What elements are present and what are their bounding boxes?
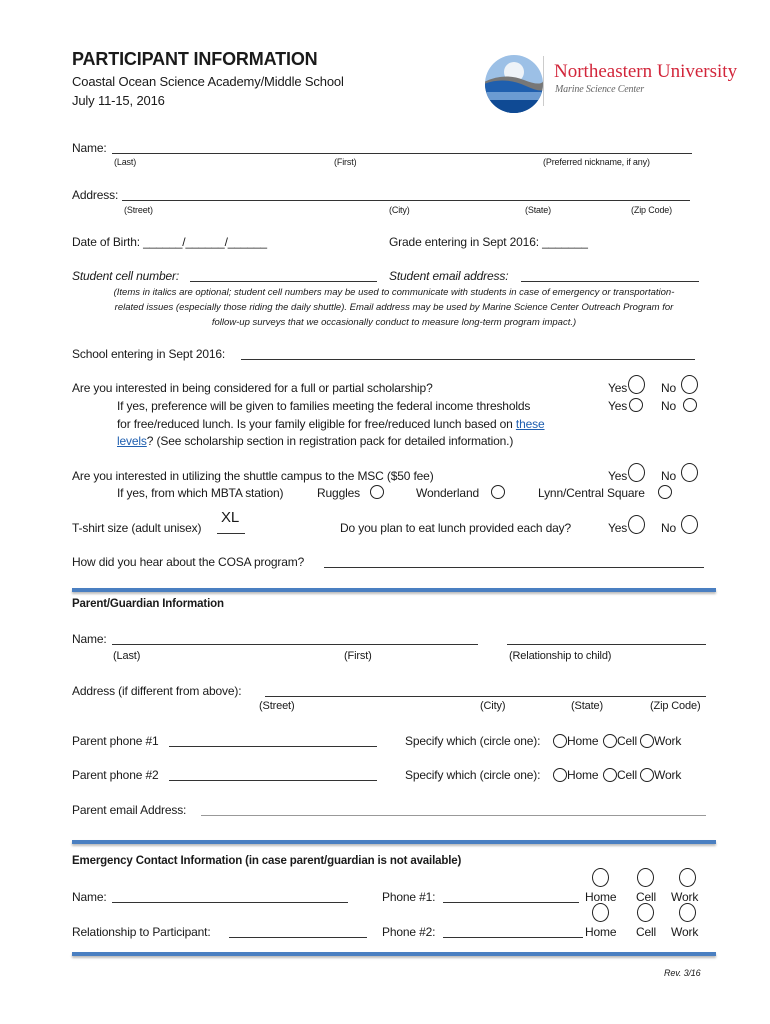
- levels-link[interactable]: levels: [117, 434, 147, 448]
- grade-field[interactable]: Grade entering in Sept 2016: _______: [389, 235, 588, 249]
- em-phone1-home-radio[interactable]: [592, 868, 609, 887]
- section-divider: [72, 952, 716, 956]
- em-relationship-input[interactable]: [229, 937, 367, 938]
- no-label: No: [661, 469, 677, 483]
- section-divider: [72, 840, 716, 844]
- lynn-label: Lynn/Central Square: [538, 486, 645, 500]
- school-input[interactable]: [241, 359, 695, 360]
- shuttle-no-radio[interactable]: [681, 463, 698, 482]
- relationship-sublabel: (Relationship to child): [509, 650, 612, 662]
- specify-label: Specify which (circle one):: [405, 768, 541, 782]
- em-phone2-label: Phone #2:: [382, 925, 436, 939]
- shuttle-question: Are you interested in utilizing the shuttle campus to the MSC ($50 fee): [72, 469, 434, 483]
- work-label: Work: [654, 768, 682, 782]
- em-phone1-work-radio[interactable]: [679, 868, 696, 887]
- address-input[interactable]: [122, 200, 690, 201]
- ruggles-radio[interactable]: [370, 485, 384, 499]
- wonderland-radio[interactable]: [491, 485, 505, 499]
- center-name: Marine Science Center: [555, 84, 645, 95]
- no-label: No: [661, 521, 677, 535]
- name-label: Name:: [72, 141, 107, 155]
- phone2-cell-radio[interactable]: [603, 768, 617, 782]
- nickname-sublabel: (Preferred nickname, if any): [543, 157, 650, 167]
- dob-field[interactable]: Date of Birth: ______/______/______: [72, 235, 267, 249]
- parent-address-input[interactable]: [265, 696, 706, 697]
- yes-label: Yes: [608, 469, 628, 483]
- parent-address-label: Address (if different from above):: [72, 684, 242, 698]
- last-sublabel: (Last): [114, 157, 137, 167]
- em-name-input[interactable]: [112, 902, 348, 903]
- ocean-seal-icon: [484, 54, 544, 114]
- these-levels-link[interactable]: these: [515, 417, 545, 431]
- section-divider: [72, 588, 716, 592]
- mbta-question: If yes, from which MBTA station): [117, 486, 284, 500]
- emergency-heading: Emergency Contact Information (in case parent/guardian is not available): [72, 855, 462, 867]
- phone2-home-radio[interactable]: [553, 768, 567, 782]
- yes-label: Yes: [608, 381, 628, 395]
- parent-email-label: Parent email Address:: [72, 803, 187, 817]
- yes-label: Yes: [608, 521, 628, 535]
- first-sublabel: (First): [344, 650, 372, 662]
- city-sublabel: (City): [480, 700, 506, 712]
- tshirt-input-line: [217, 533, 245, 534]
- student-cell-input[interactable]: [190, 281, 377, 282]
- no-label: No: [661, 399, 677, 413]
- work-label: Work: [654, 734, 682, 748]
- work-label: Work: [671, 925, 699, 939]
- lunch-line-2-text: for free/reduced lunch. Is your family eligible for free/reduced lunch based on: [117, 417, 513, 431]
- street-sublabel: (Street): [124, 205, 153, 215]
- cell-label: Cell: [636, 925, 657, 939]
- parent-name-label: Name:: [72, 632, 107, 646]
- parent-phone1-label: Parent phone #1: [72, 734, 159, 748]
- work-label: Work: [671, 890, 699, 904]
- em-relationship-label: Relationship to Participant:: [72, 925, 211, 939]
- specify-label: Specify which (circle one):: [405, 734, 541, 748]
- hear-input[interactable]: [324, 567, 704, 568]
- lunch-question: Do you plan to eat lunch provided each day?: [340, 521, 572, 535]
- lunch-eligible-no-radio[interactable]: [683, 398, 697, 412]
- page-title: PARTICIPANT INFORMATION: [72, 49, 318, 69]
- lynn-radio[interactable]: [658, 485, 672, 499]
- ruggles-label: Ruggles: [317, 486, 360, 500]
- wonderland-label: Wonderland: [416, 486, 479, 500]
- lunch-line-3: [117, 434, 513, 448]
- lunch-line-1: If yes, preference will be given to families meeting the federal income thresholds: [117, 399, 531, 413]
- school-label: School entering in Sept 2016:: [72, 347, 226, 361]
- street-sublabel: (Street): [259, 700, 295, 712]
- state-sublabel: (State): [525, 205, 551, 215]
- lunch-line-3-text: ? (See scholarship section in registration pack for detailed information.): [146, 434, 514, 448]
- em-phone2-work-radio[interactable]: [679, 903, 696, 922]
- phone1-cell-radio[interactable]: [603, 734, 617, 748]
- phone1-work-radio[interactable]: [640, 734, 654, 748]
- em-phone2-input[interactable]: [443, 937, 583, 938]
- parent-phone1-input[interactable]: [169, 746, 377, 747]
- lunch-eligible-yes-radio[interactable]: [629, 398, 643, 412]
- northeastern-logo: [484, 54, 544, 119]
- phone1-home-radio[interactable]: [553, 734, 567, 748]
- tshirt-value[interactable]: XL: [221, 509, 240, 526]
- state-sublabel: (State): [571, 700, 603, 712]
- home-label: Home: [585, 925, 617, 939]
- home-label: Home: [585, 890, 617, 904]
- address-label: Address:: [72, 188, 119, 202]
- scholarship-no-radio[interactable]: [681, 375, 698, 394]
- em-phone1-input[interactable]: [443, 902, 579, 903]
- university-name: Northeastern University: [554, 61, 738, 82]
- logo-divider: [543, 56, 544, 106]
- student-email-input[interactable]: [521, 281, 699, 282]
- parent-phone2-label: Parent phone #2: [72, 768, 159, 782]
- lunch-yes-radio[interactable]: [628, 515, 645, 534]
- parent-relationship-input[interactable]: [507, 644, 706, 645]
- phone2-work-radio[interactable]: [640, 768, 654, 782]
- student-cell-label: Student cell number:: [72, 269, 180, 283]
- revision-label: Rev. 3/16: [664, 968, 701, 978]
- name-input[interactable]: [112, 153, 692, 154]
- em-phone2-home-radio[interactable]: [592, 903, 609, 922]
- student-email-label: Student email address:: [389, 269, 509, 283]
- zip-sublabel: (Zip Code): [631, 205, 673, 215]
- program-dates: July 11-15, 2016: [72, 93, 165, 108]
- zip-sublabel: (Zip Code): [650, 700, 701, 712]
- cell-label: Cell: [636, 890, 657, 904]
- lunch-line-2: [117, 417, 545, 431]
- em-phone1-label: Phone #1:: [382, 890, 436, 904]
- home-label: Home: [567, 734, 599, 748]
- parent-email-input[interactable]: [201, 815, 706, 816]
- em-name-label: Name:: [72, 890, 107, 904]
- cell-label: Cell: [617, 768, 638, 782]
- cell-label: Cell: [617, 734, 638, 748]
- scholarship-yes-radio[interactable]: [628, 375, 645, 394]
- no-label: No: [661, 381, 677, 395]
- optional-items-note: (Items in italics are optional; student cell numbers may be used to communicate with students in case of emergency or transportation-related issues (especially those riding the daily shuttle). Email address may be used by Marine Science Center Outreach Program for follow-up surveys that we occasionally conduct to measure long-term program impact.): [113, 287, 675, 328]
- parent-phone2-input[interactable]: [169, 780, 377, 781]
- program-name: Coastal Ocean Science Academy/Middle School: [72, 74, 344, 89]
- em-phone1-cell-radio[interactable]: [637, 868, 654, 887]
- scholarship-question: Are you interested in being considered for a full or partial scholarship?: [72, 381, 433, 395]
- lunch-no-radio[interactable]: [681, 515, 698, 534]
- shuttle-yes-radio[interactable]: [628, 463, 645, 482]
- last-sublabel: (Last): [113, 650, 141, 662]
- home-label: Home: [567, 768, 599, 782]
- tshirt-label: T-shirt size (adult unisex): [72, 521, 202, 535]
- yes-label: Yes: [608, 399, 628, 413]
- parent-heading: Parent/Guardian Information: [72, 598, 224, 610]
- parent-name-input[interactable]: [112, 644, 478, 645]
- em-phone2-cell-radio[interactable]: [637, 903, 654, 922]
- hear-label: How did you hear about the COSA program?: [72, 555, 305, 569]
- first-sublabel: (First): [334, 157, 357, 167]
- city-sublabel: (City): [389, 205, 410, 215]
